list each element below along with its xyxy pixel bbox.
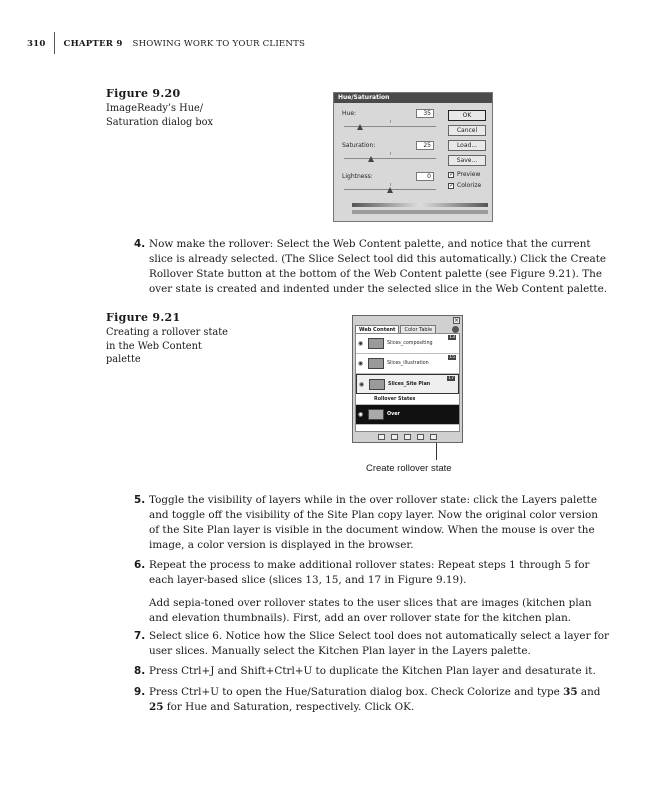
hue-value: 35 xyxy=(563,686,578,698)
figure-label: Figure 9.21 xyxy=(106,311,181,324)
eye-icon[interactable]: ◉ xyxy=(357,411,364,418)
palette-button-bar xyxy=(355,433,460,441)
step-text: Now make the rollover: Select the Web Content palette, and notice that the current slice is already selected. (The Slice Select tool did this automatically.) Click the Create Rollover State button at the bottom of the Web Content palette (see Figure 9.21). The over state is created and indented under the selected slice in the Web Content palette. xyxy=(149,238,608,295)
step-number: 7. xyxy=(134,630,146,642)
close-icon[interactable]: × xyxy=(454,317,460,324)
step-text-part: and xyxy=(577,686,601,698)
saturation-slider-track[interactable] xyxy=(344,158,436,159)
step-6 xyxy=(134,558,610,626)
step-8 xyxy=(134,664,610,679)
dialog-titlebar: Hue/Saturation xyxy=(334,93,492,103)
slice-thumbnail xyxy=(368,338,384,349)
hue-slider-thumb[interactable] xyxy=(357,124,363,130)
eye-icon[interactable]: ◉ xyxy=(357,360,364,367)
ok-button[interactable]: OK xyxy=(448,110,486,121)
hue-saturation-dialog xyxy=(333,92,493,222)
hue-label: Hue: xyxy=(342,110,357,117)
figure-caption-line: in the Web Content xyxy=(106,340,202,352)
callout-leader xyxy=(436,443,437,460)
figure-label: Figure 9.20 xyxy=(106,87,181,100)
web-content-palette xyxy=(352,315,463,443)
step-text: Press Ctrl+J and Shift+Ctrl+U to duplicate the Kitchen Plan layer and desaturate it. xyxy=(149,665,596,677)
check-icon: ✓ xyxy=(449,170,455,178)
figure-caption-line: ImageReady’s Hue/ xyxy=(106,103,204,114)
saturation-value: 25 xyxy=(149,701,164,713)
preview-label: Preview xyxy=(457,171,481,178)
load-button[interactable]: Load... xyxy=(448,140,486,151)
slice-name: Slices_illustration xyxy=(387,361,429,366)
figure-caption-line: Saturation dialog box xyxy=(106,116,214,128)
slice-id-badge: 17 xyxy=(448,376,454,381)
list-item[interactable] xyxy=(356,394,459,405)
figure-caption-line: palette xyxy=(106,354,141,365)
rollover-states-label: Rollover States xyxy=(374,396,416,402)
tab-web-content[interactable]: Web Content xyxy=(355,325,399,334)
chapter-label: CHAPTER 9 xyxy=(63,39,123,49)
step-text-part: for Hue and Saturation, respectively. Click OK. xyxy=(163,701,415,713)
step-text: Repeat the process to make additional rollover states: Repeat steps 1 through 5 for each layer-based slice (slices 13, 15, and 17 in Figure 9.19). xyxy=(149,559,590,586)
figure-caption-line: Creating a rollover state xyxy=(106,327,228,338)
new-slice-icon[interactable] xyxy=(378,434,385,440)
step-number: 5. xyxy=(134,494,146,506)
slice-id-badge: 15 xyxy=(449,355,455,360)
eye-icon[interactable]: ◉ xyxy=(357,340,364,347)
saturation-field[interactable]: 25 xyxy=(416,141,434,150)
step-4 xyxy=(134,237,610,297)
callout-create-rollover-state: Create rollover state xyxy=(366,463,452,474)
lightness-label: Lightness: xyxy=(342,173,373,180)
chapter-title: SHOWING WORK TO YOUR CLIENTS xyxy=(132,39,306,49)
saturation-slider-tick xyxy=(390,152,391,155)
list-item-over-state[interactable] xyxy=(356,405,459,425)
step-7 xyxy=(134,629,610,659)
figure-9-21-caption xyxy=(106,311,276,367)
page-number: 310 xyxy=(27,39,46,49)
color-ramp-bottom xyxy=(352,210,488,214)
slice-thumbnail xyxy=(368,409,384,420)
trash-icon[interactable] xyxy=(430,434,437,440)
colorize-checkbox[interactable] xyxy=(448,182,481,189)
step-text-extra: Add sepia-toned over rollover states to the user slices that are images (kitchen plan and elevation thumbnails). First, add an over rollover state for the kitchen plan. xyxy=(149,597,592,624)
step-number: 6. xyxy=(134,559,146,571)
lightness-field[interactable]: 0 xyxy=(416,172,434,181)
slice-thumbnail xyxy=(368,358,384,369)
step-number: 4. xyxy=(134,238,146,250)
lightness-slider-thumb[interactable] xyxy=(387,187,393,193)
lightness-slider-tick xyxy=(390,183,391,186)
eye-icon[interactable]: ◉ xyxy=(358,380,365,388)
slice-name: Slices_Site Plan xyxy=(388,381,431,387)
step-number: 9. xyxy=(134,686,146,698)
list-item-selected[interactable] xyxy=(356,374,459,394)
saturation-slider-thumb[interactable] xyxy=(368,156,374,162)
slice-name: Slices_compositing xyxy=(387,341,433,346)
save-button[interactable]: Save... xyxy=(448,155,486,166)
hue-field[interactable]: 35 xyxy=(416,109,434,118)
settings-icon[interactable] xyxy=(417,434,424,440)
preview-checkbox[interactable] xyxy=(448,171,480,178)
hue-slider-tick xyxy=(390,120,391,123)
colorize-label: Colorize xyxy=(457,182,482,189)
saturation-label: Saturation: xyxy=(342,142,376,149)
step-text: Toggle the visibility of layers while in the over rollover state: click the Layers palette and toggle off the visibility of the Site Plan copy layer. Now the original color version of the Site Plan layer is visible in the document window. When the mouse is over the image, a color version is displayed in the browser. xyxy=(149,494,599,551)
check-icon: ✓ xyxy=(449,181,455,189)
step-number: 8. xyxy=(134,665,146,677)
step-text-part: Press Ctrl+U to open the Hue/Saturation dialog box. Check Colorize and type xyxy=(149,686,564,698)
figure-9-20-caption xyxy=(106,87,276,129)
slice-id-badge: 13 xyxy=(449,335,455,340)
color-ramp-top xyxy=(352,203,488,207)
step-text: Select slice 6. Notice how the Slice Select tool does not automatically select a layer for user slices. Manually select the Kitchen Plan layer in the Layers palette. xyxy=(149,630,609,657)
new-layer-icon[interactable] xyxy=(404,434,411,440)
state-name: Over xyxy=(387,412,400,417)
slice-list xyxy=(355,333,460,432)
palette-menu-icon[interactable] xyxy=(452,326,459,333)
slice-thumbnail xyxy=(369,379,385,390)
cancel-button[interactable]: Cancel xyxy=(448,125,486,136)
step-9 xyxy=(134,685,610,715)
step-text xyxy=(149,685,610,715)
create-rollover-state-button[interactable] xyxy=(391,434,398,440)
tab-color-table[interactable]: Color Table xyxy=(400,325,436,334)
list-item[interactable] xyxy=(356,354,459,374)
running-head xyxy=(27,36,305,52)
list-item[interactable] xyxy=(356,334,459,354)
step-5 xyxy=(134,493,610,553)
